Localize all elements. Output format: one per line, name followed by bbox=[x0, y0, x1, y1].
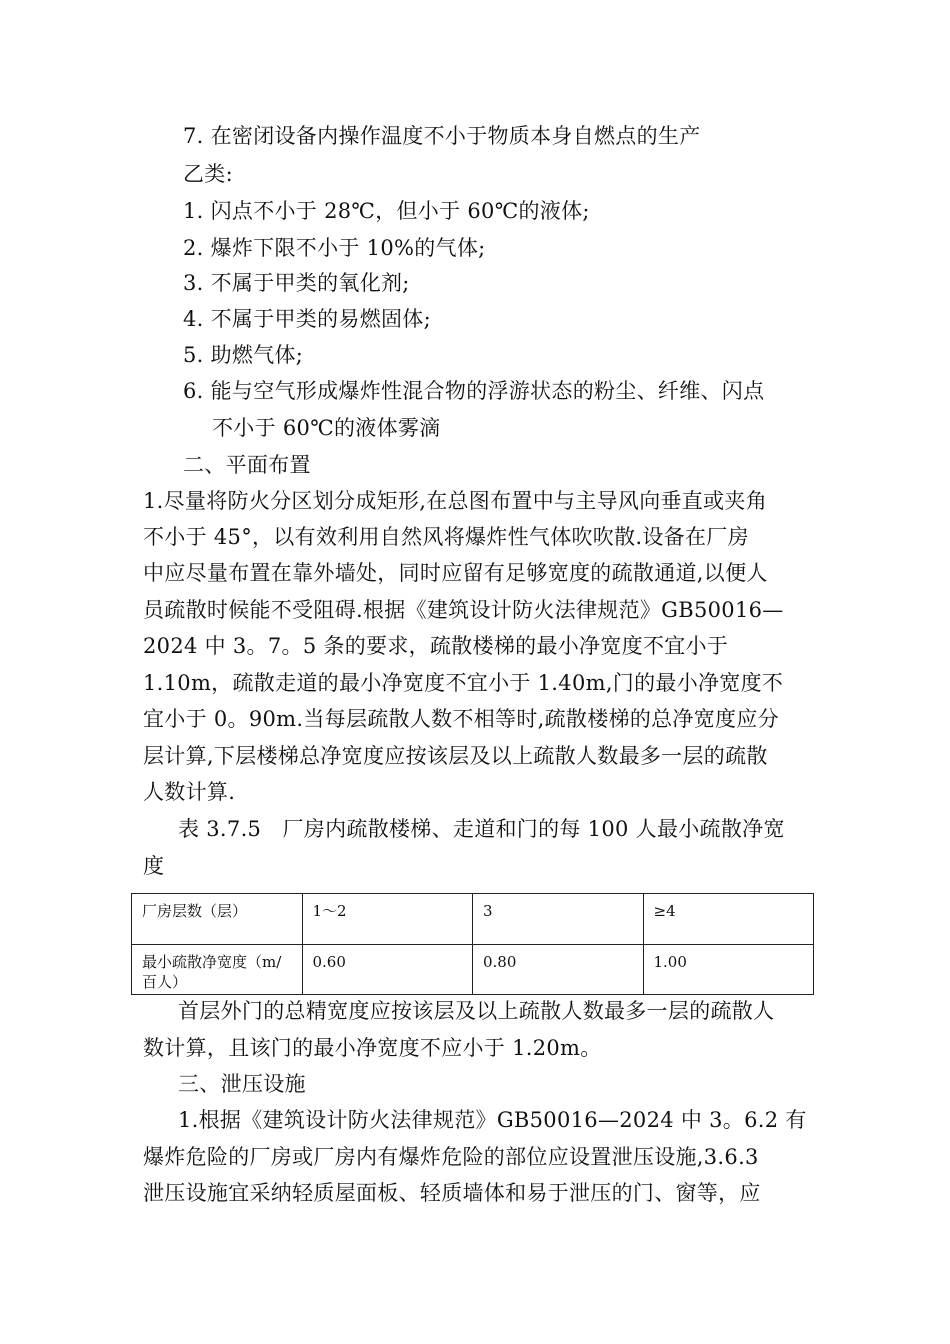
line-17: 宜小于 0。90m.当每层疏散人数不相等时,疏散楼梯的总净宽度应分 bbox=[143, 707, 779, 731]
table-row bbox=[132, 945, 814, 995]
table-cell: 3 bbox=[473, 894, 644, 945]
table-caption: 表 3.7.5 厂房内疏散楼梯、走道和门的每 100 人最小疏散净宽 bbox=[178, 817, 785, 841]
line-16: 1.10m，疏散走道的最小净宽度不宜小于 1.40m,门的最小净宽度不 bbox=[143, 671, 784, 695]
heading-relief: 三、泄压设施 bbox=[178, 1072, 306, 1096]
table-cell: 最小疏散净宽度（m/百人） bbox=[132, 945, 303, 995]
width-table bbox=[131, 893, 814, 995]
line-27: 泄压设施宜采纳轻质屋面板、轻质墙体和易于泄压的门、窗等，应 bbox=[143, 1181, 761, 1205]
line-18: 层计算,下层楼梯总净宽度应按该层及以上疏散人数最多一层的疏散 bbox=[143, 744, 768, 768]
line-13: 中应尽量布置在靠外墙处，同时应留有足够宽度的疏散通道,以便人 bbox=[143, 561, 768, 585]
line-23: 数计算，且该门的最小净宽度不应小于 1.20m。 bbox=[143, 1036, 602, 1060]
table-caption-cont: 度 bbox=[143, 854, 165, 878]
line-3: 1. 闪点不小于 28℃，但小于 60℃的液体; bbox=[183, 199, 590, 223]
table-cell: 1.00 bbox=[643, 945, 814, 995]
line-4: 2. 爆炸下限不小于 10%的气体; bbox=[183, 236, 486, 260]
table-cell: 0.60 bbox=[302, 945, 473, 995]
line-6: 4. 不属于甲类的易燃固体; bbox=[183, 307, 431, 331]
table-cell: 0.80 bbox=[473, 945, 644, 995]
table-row bbox=[132, 894, 814, 945]
line-11: 1.尽量将防火分区划分成矩形,在总图布置中与主导风向垂直或夹角 bbox=[143, 489, 768, 513]
line-14: 员疏散时候能不受阻碍.根据《建筑设计防火法律规范》GB50016— bbox=[143, 598, 784, 622]
line-25: 1.根据《建筑设计防火法律规范》GB50016—2024 中 3。6.2 有 bbox=[178, 1108, 807, 1132]
line-19: 人数计算. bbox=[143, 780, 236, 804]
table-cell: ≥4 bbox=[643, 894, 814, 945]
line-22: 首层外门的总精宽度应按该层及以上疏散人数最多一层的疏散人 bbox=[178, 999, 775, 1023]
line-7: 5. 助燃气体; bbox=[183, 343, 304, 367]
line-5: 3. 不属于甲类的氧化剂; bbox=[183, 271, 410, 295]
line-12: 不小于 45°，以有效利用自然风将爆炸性气体吹吹散.设备在厂房 bbox=[143, 525, 749, 549]
line-1: 7. 在密闭设备内操作温度不小于物质本身自燃点的生产 bbox=[183, 124, 701, 148]
line-15: 2024 中 3。7。5 条的要求，疏散楼梯的最小净宽度不宜小于 bbox=[143, 634, 729, 658]
line-2: 乙类: bbox=[183, 162, 233, 186]
heading-plan-layout: 二、平面布置 bbox=[183, 453, 311, 477]
line-8: 6. 能与空气形成爆炸性混合物的浮游状态的粉尘、纤维、闪点 bbox=[183, 379, 765, 403]
table-cell: 厂房层数（层） bbox=[132, 894, 303, 945]
line-9: 不小于 60℃的液体雾滴 bbox=[212, 416, 441, 440]
line-26: 爆炸危险的厂房或厂房内有爆炸危险的部位应设置泄压设施,3.6.3 bbox=[143, 1145, 759, 1169]
table-cell: 1～2 bbox=[302, 894, 473, 945]
